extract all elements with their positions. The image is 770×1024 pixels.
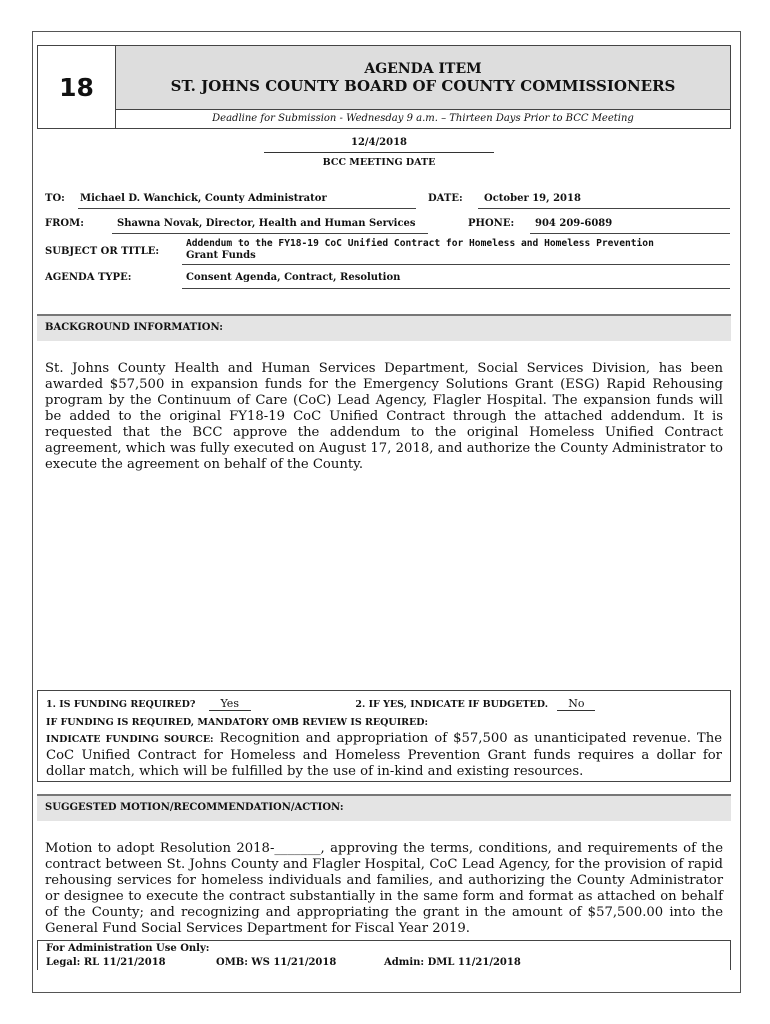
phone-value: 904 209-6089 bbox=[535, 218, 613, 229]
background-text: St. Johns County Health and Human Services Department, Social Services Division, has been awarded $57,500 in expansion funds for the Emergency Solutions Grant (ESG) Rapid Rehousing program by the Continuum of Care (CoC) Lead Agency, Flagler Hospital. The expansion funds will be added to the original FY18-19 CoC Unified Contract through the attached addendum. It is requested that the BCC approve the addendum to the original Homeless Unified Contract agreement, which was fully executed on August 17, 2018, and authorize the County Administrator to execute the agreement on behalf of the County. bbox=[45, 361, 723, 472]
date-underline bbox=[478, 208, 730, 209]
meeting-date-block bbox=[264, 137, 494, 168]
from-label: FROM: bbox=[45, 218, 84, 229]
funding-source-text: Recognition and appropriation of $57,500 as unanticipated revenue. The CoC Unified Contract for Homeless and Homeless Prevention Grant funds requires a dollar for dollar match, which will be fulfilled by the use of in-kind and existing resources. bbox=[46, 731, 722, 779]
omb-review-note: IF FUNDING IS REQUIRED, MANDATORY OMB REVIEW IS REQUIRED: bbox=[46, 717, 429, 728]
budgeted-answer: No bbox=[557, 697, 595, 711]
subject-label: SUBJECT OR TITLE: bbox=[45, 246, 160, 257]
agenda-title bbox=[116, 46, 730, 110]
submission-deadline: Deadline for Submission - Wednesday 9 a.m. – Thirteen Days Prior to BCC Meeting bbox=[212, 113, 634, 124]
agenda-item-number: 18 bbox=[38, 46, 116, 128]
admin-use-box bbox=[37, 940, 731, 970]
legal-approval: Legal: RL 11/21/2018 bbox=[46, 957, 166, 968]
funding-required-label: 1. IS FUNDING REQUIRED? bbox=[46, 699, 196, 710]
title-line-1: AGENDA ITEM bbox=[364, 61, 482, 77]
date-label: DATE: bbox=[428, 193, 463, 204]
admin-use-label: For Administration Use Only: bbox=[46, 943, 210, 954]
subject-line-1: Addendum to the FY18-19 CoC Unified Contract for Homeless and Homeless Prevention bbox=[186, 238, 654, 249]
admin-approval: Admin: DML 11/21/2018 bbox=[384, 957, 521, 968]
date-value: October 19, 2018 bbox=[484, 193, 581, 204]
subject-line-2: Grant Funds bbox=[186, 250, 256, 261]
subject-underline bbox=[182, 264, 730, 265]
omb-approval: OMB: WS 11/21/2018 bbox=[216, 957, 337, 968]
to-label: TO: bbox=[45, 193, 65, 204]
phone-underline bbox=[530, 233, 730, 234]
phone-label: PHONE: bbox=[468, 218, 515, 229]
agenda-type-underline bbox=[182, 288, 730, 289]
title-line-2: ST. JOHNS COUNTY BOARD OF COUNTY COMMISSIONERS bbox=[170, 77, 676, 95]
from-underline bbox=[112, 233, 428, 234]
agenda-type-value: Consent Agenda, Contract, Resolution bbox=[186, 272, 401, 283]
funding-required-answer: Yes bbox=[209, 697, 251, 711]
motion-text: Motion to adopt Resolution 2018-_______, approving the terms, conditions, and requirements of the contract between St. Johns County and Flagler Hospital, CoC Lead Agency, for the provision of rapid rehousing services for homeless individuals and families, and authorizing the County Administrator or designee to execute the contract substantially in the same form and format as attached on behalf of the County; and recognizing and appropriating the grant in the amount of $57,500.00 into the General Fund Social Services Department for Fiscal Year 2019. bbox=[45, 841, 723, 936]
meeting-date-label: BCC MEETING DATE bbox=[322, 157, 436, 168]
from-value: Shawna Novak, Director, Health and Human Services bbox=[117, 218, 416, 229]
background-heading: BACKGROUND INFORMATION: bbox=[37, 314, 731, 341]
agenda-header bbox=[37, 45, 731, 129]
funding-source bbox=[46, 731, 722, 780]
funding-source-label: INDICATE FUNDING SOURCE: bbox=[46, 734, 214, 745]
motion-heading: SUGGESTED MOTION/RECOMMENDATION/ACTION: bbox=[37, 794, 731, 821]
agenda-type-label: AGENDA TYPE: bbox=[45, 272, 132, 283]
funding-questions bbox=[46, 697, 595, 711]
to-value: Michael D. Wanchick, County Administrator bbox=[80, 193, 327, 204]
funding-box bbox=[37, 690, 731, 782]
to-underline bbox=[78, 208, 416, 209]
budgeted-label: 2. IF YES, INDICATE IF BUDGETED. bbox=[355, 699, 548, 710]
meeting-date: 12/4/2018 bbox=[264, 137, 494, 153]
